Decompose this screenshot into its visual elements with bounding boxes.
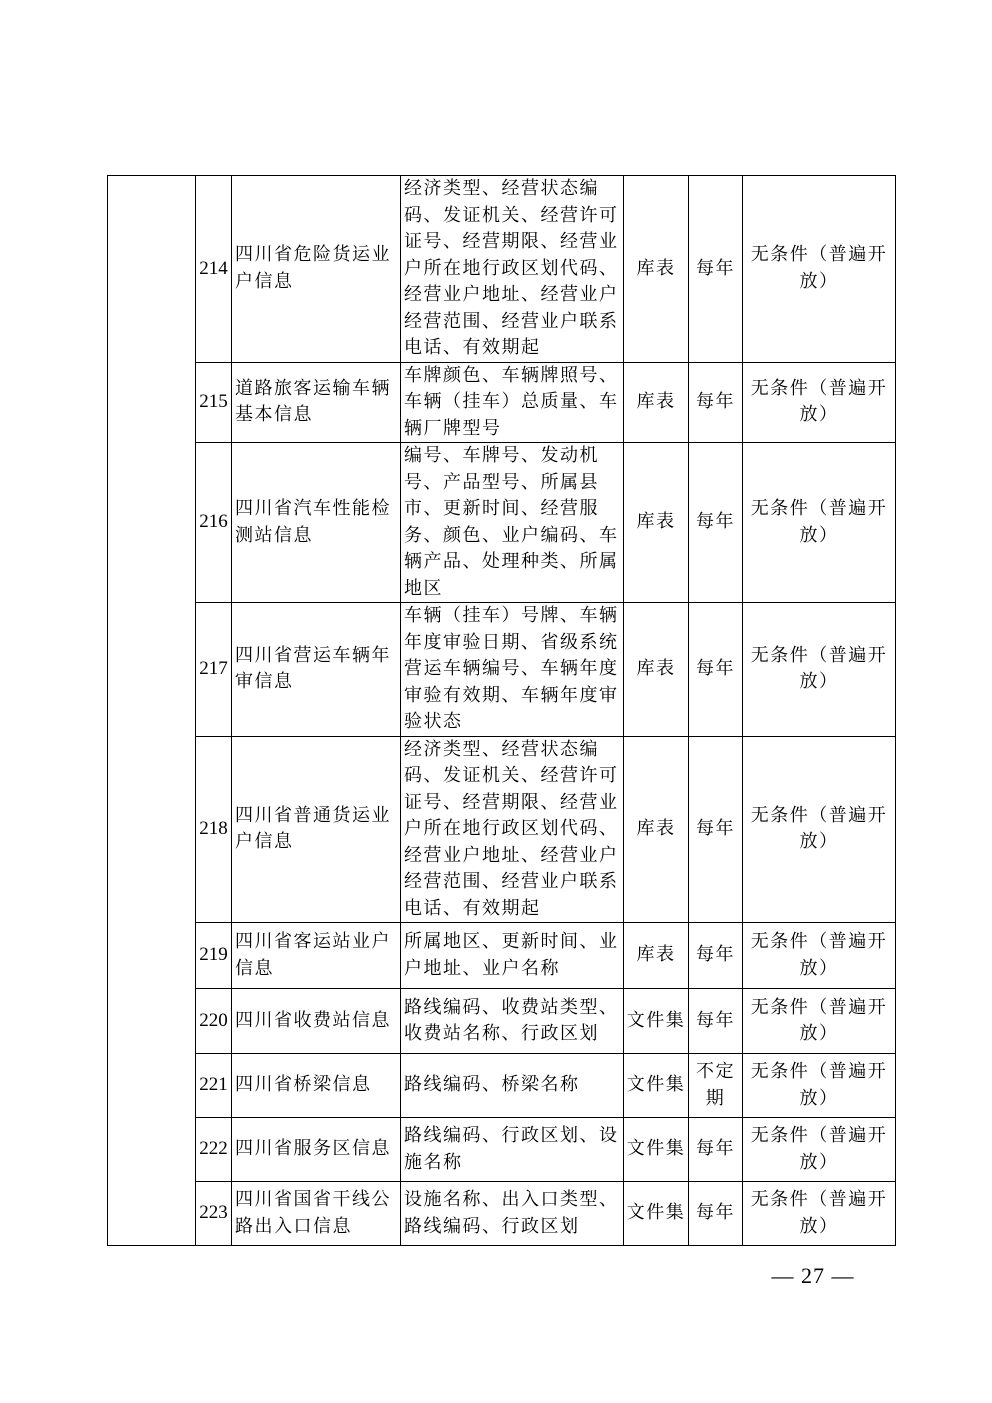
resource-name: 四川省收费站信息 — [232, 989, 401, 1054]
open-condition: 无条件（普遍开放） — [743, 736, 896, 923]
table-row — [108, 1118, 896, 1182]
resource-name: 四川省服务区信息 — [232, 1118, 401, 1182]
update-frequency: 每年 — [689, 923, 743, 989]
row-number: 221 — [196, 1054, 232, 1118]
data-items: 编号、车牌号、发动机号、产品型号、所属县市、更新时间、经营服务、颜色、业户编码、车辆产品、处理种类、所属地区 — [401, 443, 624, 603]
row-number: 217 — [196, 603, 232, 737]
row-number: 216 — [196, 443, 232, 603]
data-items: 路线编码、行政区划、设施名称 — [401, 1118, 624, 1182]
resource-name: 四川省桥梁信息 — [232, 1054, 401, 1118]
update-frequency: 每年 — [689, 1182, 743, 1246]
open-condition: 无条件（普遍开放） — [743, 1182, 896, 1246]
open-condition: 无条件（普遍开放） — [743, 443, 896, 603]
update-frequency: 每年 — [689, 443, 743, 603]
update-frequency: 每年 — [689, 736, 743, 923]
update-frequency: 每年 — [689, 989, 743, 1054]
category-cell — [108, 176, 196, 1246]
data-items: 所属地区、更新时间、业户地址、业户名称 — [401, 923, 624, 989]
update-frequency: 每年 — [689, 362, 743, 443]
data-catalog-table — [107, 175, 896, 1246]
table-row — [108, 443, 896, 603]
data-items: 路线编码、桥梁名称 — [401, 1054, 624, 1118]
row-number: 219 — [196, 923, 232, 989]
page-number: — 27 — — [771, 1263, 855, 1288]
data-items: 经济类型、经营状态编码、发证机关、经营许可证号、经营期限、经营业户所在地行政区划代码、经营业户地址、经营业户经营范围、经营业户联系电话、有效期起 — [401, 176, 624, 363]
update-frequency: 每年 — [689, 603, 743, 737]
table-row — [108, 989, 896, 1054]
row-number: 222 — [196, 1118, 232, 1182]
resource-name: 四川省客运站业户信息 — [232, 923, 401, 989]
table-row — [108, 603, 896, 737]
resource-name: 道路旅客运输车辆基本信息 — [232, 362, 401, 443]
data-items: 设施名称、出入口类型、路线编码、行政区划 — [401, 1182, 624, 1246]
resource-format: 库表 — [624, 443, 689, 603]
row-number: 220 — [196, 989, 232, 1054]
resource-name: 四川省普通货运业户信息 — [232, 736, 401, 923]
resource-format: 库表 — [624, 603, 689, 737]
data-items: 车辆（挂车）号牌、车辆年度审验日期、省级系统营运车辆编号、车辆年度审验有效期、车辆年度审验状态 — [401, 603, 624, 737]
resource-format: 文件集 — [624, 989, 689, 1054]
resource-format: 文件集 — [624, 1054, 689, 1118]
resource-format: 文件集 — [624, 1182, 689, 1246]
resource-format: 文件集 — [624, 1118, 689, 1182]
resource-format: 库表 — [624, 736, 689, 923]
table-row — [108, 362, 896, 443]
open-condition: 无条件（普遍开放） — [743, 989, 896, 1054]
data-items: 路线编码、收费站类型、收费站名称、行政区划 — [401, 989, 624, 1054]
resource-format: 库表 — [624, 176, 689, 363]
open-condition: 无条件（普遍开放） — [743, 923, 896, 989]
resource-name: 四川省营运车辆年审信息 — [232, 603, 401, 737]
resource-format: 库表 — [624, 923, 689, 989]
data-items: 车牌颜色、车辆牌照号、车辆（挂车）总质量、车辆厂牌型号 — [401, 362, 624, 443]
row-number: 215 — [196, 362, 232, 443]
resource-format: 库表 — [624, 362, 689, 443]
open-condition: 无条件（普遍开放） — [743, 176, 896, 363]
table-row — [108, 1182, 896, 1246]
table-row — [108, 1054, 896, 1118]
row-number: 223 — [196, 1182, 232, 1246]
resource-name: 四川省国省干线公路出入口信息 — [232, 1182, 401, 1246]
table-row — [108, 176, 896, 363]
open-condition: 无条件（普遍开放） — [743, 362, 896, 443]
open-condition: 无条件（普遍开放） — [743, 1118, 896, 1182]
row-number: 218 — [196, 736, 232, 923]
table-row — [108, 923, 896, 989]
row-number: 214 — [196, 176, 232, 363]
update-frequency: 不定期 — [689, 1054, 743, 1118]
update-frequency: 每年 — [689, 176, 743, 363]
resource-name: 四川省汽车性能检测站信息 — [232, 443, 401, 603]
data-items: 经济类型、经营状态编码、发证机关、经营许可证号、经营期限、经营业户所在地行政区划代码、经营业户地址、经营业户经营范围、经营业户联系电话、有效期起 — [401, 736, 624, 923]
open-condition: 无条件（普遍开放） — [743, 603, 896, 737]
update-frequency: 每年 — [689, 1118, 743, 1182]
resource-name: 四川省危险货运业户信息 — [232, 176, 401, 363]
open-condition: 无条件（普遍开放） — [743, 1054, 896, 1118]
table-row — [108, 736, 896, 923]
